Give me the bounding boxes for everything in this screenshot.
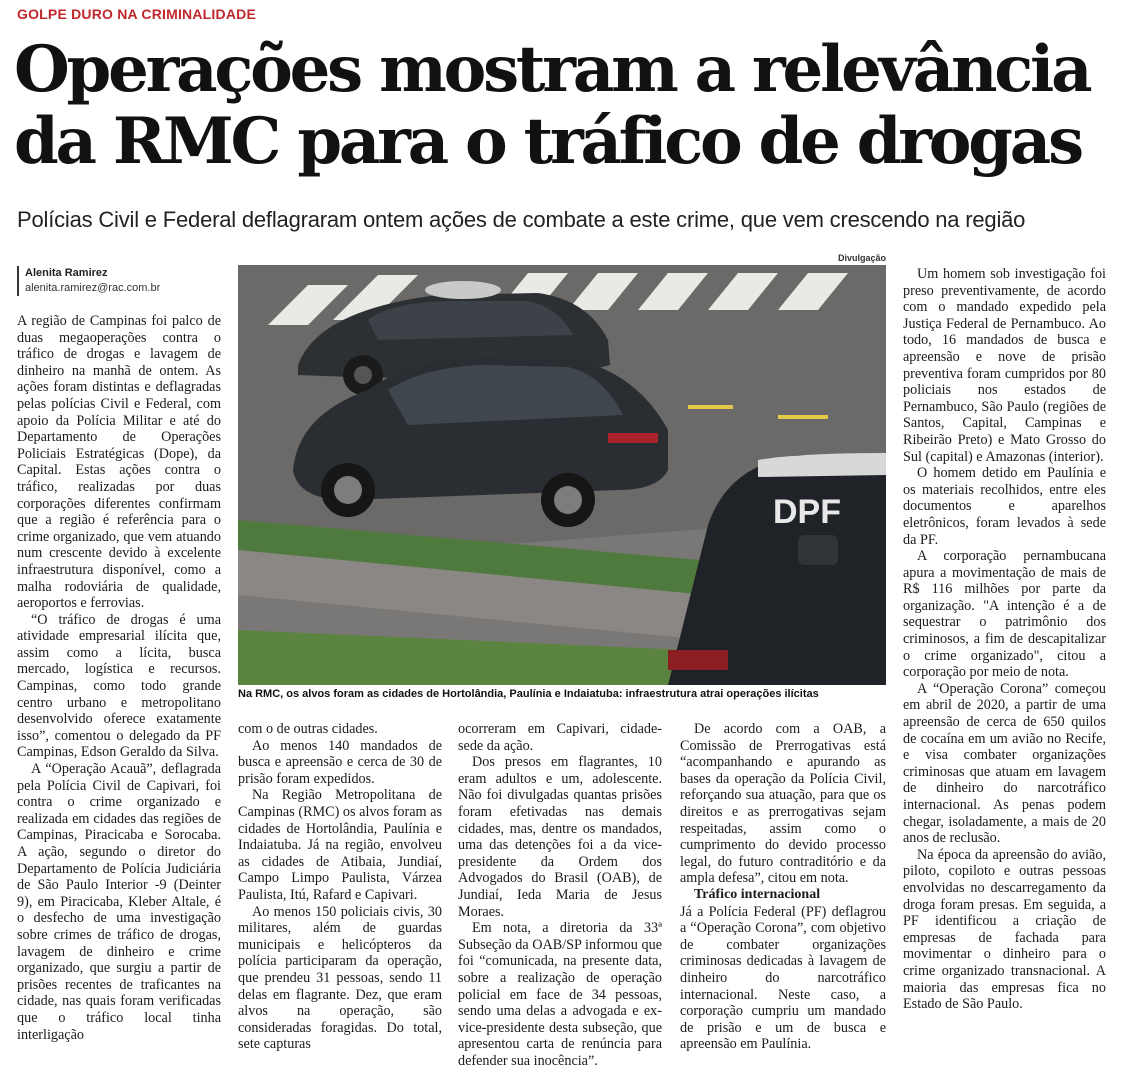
photo-credit: Divulgação <box>838 253 887 263</box>
paragraph: com o de outras cidades. <box>238 721 378 737</box>
paragraph: Na época da apreensão do avião, piloto, copiloto e outras pessoas envolvidas no descarregamento da droga foram presas. Em seguida, a PF identificou a criação de empresas de fachada para movimentar o dinheiro para o crime organizado transnacional. A maioria das empresas fica no Estado de São Paulo. <box>903 846 1106 1013</box>
column-5 <box>903 266 1106 1013</box>
paragraph: ocorreram em Capivari, cidade-sede da ação. <box>458 721 662 754</box>
paragraph: O homem detido em Paulínia e os materiais recolhidos, entre eles documentos e aparelhos eletrônicos, foram levados à sede da PF. <box>903 465 1106 548</box>
author-email: alenita.ramirez@rac.com.br <box>25 282 161 294</box>
paragraph: A “Operação Acauã”, deflagrada pela Polícia Civil de Capivari, foi contra o crime organizado e realizada em cidades das regiões de Campinas, Piracicaba e Sorocaba. A ação, segundo o diretor do Departamento de Polícia Judiciária de São Paulo Interior -9 (Deinter 9), em Piracicaba, Kleber Altale, é o desfecho de uma investigação sobre crimes de tráfico de drogas, lavagem de dinheiro e crime organizado, que surgiu a partir de prisões recentes de traficantes na cidade, nas quais foram verificadas que o tráfico local tinha interligação <box>17 761 221 1043</box>
police-cars-illustration <box>238 265 886 685</box>
paragraph: De acordo com a OAB, a Comissão de Prerrogativas está “acompanhando e apurando as bases da operação da Polícia Civil, reforçando sua atuação, para que os direitos e as prerrogativas sejam respeitadas, assim como o cumprimento do devido processo legal, do futuro contraditório e da ampla defesa”, citou em nota. <box>680 721 886 887</box>
author-name: Alenita Ramirez <box>25 267 108 279</box>
headline-line-1: Operações mostram a relevância <box>14 32 1090 107</box>
column-2 <box>238 721 442 1053</box>
byline <box>17 266 160 296</box>
column-1 <box>17 313 221 1043</box>
section-subtitle: Tráfico internacional <box>694 886 821 902</box>
subheadline: Polícias Civil e Federal deflagraram ontem ações de combate a este crime, que vem crescendo na região <box>17 207 1026 232</box>
paragraph: A corporação pernambucana apura a movimentação de mais de R$ 116 milhões por parte da organização. "A intenção é a de sequestrar o patrimônio dos criminosos, a fim de descapitalizar o crime organizado", citou a corporação por meio de nota. <box>903 548 1106 681</box>
photo-caption: Na RMC, os alvos foram as cidades de Hortolândia, Paulínia e Indaiatuba: infraestrutura atrai operações ilícitas <box>238 688 819 700</box>
headline <box>14 34 1114 178</box>
news-photo <box>238 265 886 685</box>
paragraph: Dos presos em flagrantes, 10 eram adultos e um, adolescente. Não foi divulgadas quantas prisões foram efetivadas nas demais cidades, mas, dentre os mandados, uma das detenções foi a da vice-presidente da Ordem dos Advogados do Brasil (OAB), de Jundiaí, Ieda Maria de Jesus Moraes. <box>458 754 662 920</box>
van-lettering: DPF <box>773 493 841 531</box>
column-4 <box>680 721 886 1053</box>
paragraph: “O tráfico de drogas é uma atividade empresarial ilícita que, assim como a lícita, busca mercado, logística e recursos. Campinas, como todo grande centro urbano e metropolitano desenvolvido oferece exatamente isso”, comentou o delegado da PF Campinas, Edson Geraldo da Silva. <box>17 611 221 761</box>
paragraph: Ao menos 140 mandados de busca e apreensão e cerca de 30 de prisão foram expedidos. <box>238 737 442 787</box>
paragraph: Em nota, a diretoria da 33ª Subseção da OAB/SP informou que foi “comunicada, na presente data, sobre a realização de operação policial em face de 34 pessoas, sendo uma delas a advogada e ex-vice-presidente desta subseção, que apresentou carta de renúncia para defender sua inocência”. <box>458 920 662 1069</box>
paragraph: Um homem sob investigação foi preso preventivamente, de acordo com o mandado expedido pela Justiça Federal de Pernambuco. Ao todo, 16 mandados de busca e apreensão e nove de prisão preventiva foram cumpridos por 80 policiais nos estados de Pernambuco, São Paulo (regiões de Santos, Capital, Campinas e Ribeirão Preto) e Mato Grosso do Sul (capital) e Amazonas (interior). <box>903 266 1106 465</box>
paragraph: Ao menos 150 policiais civis, 30 militares, além de guardas municipais e helicópteros da polícia participaram da operação, que prendeu 31 pessoas, sendo 11 delas em flagrante. Dez, que eram alvos na operação, são consideradas foragidas. Do total, sete capturas <box>238 903 442 1053</box>
column-3 <box>458 721 662 1069</box>
paragraph: Já a Polícia Federal (PF) deflagrou a “Operação Corona”, com objetivo de combater organizações criminosas dedicadas à lavagem de dinheiro do narcotráfico internacional. Neste caso, a corporação cumpriu um mandado de prisão e um de busca e apreensão em Paulínia. <box>680 903 886 1053</box>
paragraph: A região de Campinas foi palco de duas megaoperações contra o tráfico de drogas e lavagem de dinheiro na manhã de ontem. As ações foram distintas e deflagradas pelas polícias Civil e Federal, com apoio da Polícia Militar e até do Departamento de Operações Policiais Estratégicas (Dope), da Capital. Estas ações contra o tráfico, realizadas por duas corporações diferentes confirmam que a região é referência para o crime organizado, que vem atuando num crescente devido à excelente infraestrutura disponível, como a malha rodoviária de qualidade, aeroportos e ferrovias. <box>17 313 221 612</box>
headline-line-2: da RMC para o tráfico de drogas <box>14 104 1081 179</box>
kicker: GOLPE DURO NA CRIMINALIDADE <box>17 6 256 22</box>
paragraph: A “Operação Corona” começou em abril de 2020, a partir de uma apreensão de cerca de 650 quilos de cocaína em um avião no Recife, e visa combater organizações criminosas que atuam em lavagem de dinheiro do narcotráfico internacional. As penas podem chegar, isoladamente, a mais de 20 anos de reclusão. <box>903 680 1106 847</box>
paragraph: Na Região Metropolitana de Campinas (RMC) os alvos foram as cidades de Hortolândia, Paulínia e Indaiatuba. Já na região, envolveu as cidades de Atibaia, Jundiaí, Campo Limpo Paulista, Várzea Paulista, Itú, Rafard e Capivari. <box>238 787 442 903</box>
